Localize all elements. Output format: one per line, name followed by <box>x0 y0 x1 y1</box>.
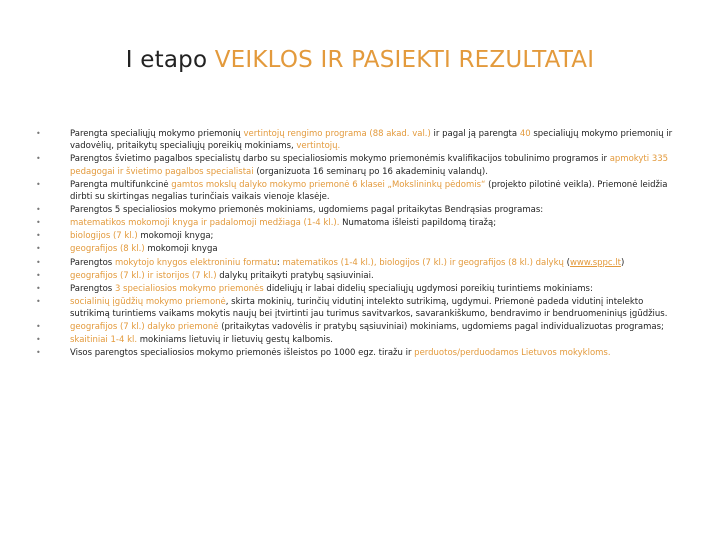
bullet-item <box>36 257 676 269</box>
highlight-text: matematikos mokomoji knyga ir padalomoji medžiaga (1-4 kl.). <box>70 218 340 229</box>
bullet-text: Parengtos švietimo pagalbos specialistų darbo su specialiosiomis mokymo priemonėmis kvalifikacijos tobulinimo programos ir <box>70 154 610 165</box>
highlight-text: apmokyti 335 pedagogai ir švietimo pagalbos specialistai <box>70 154 669 177</box>
highlight-text: geografijos (7 kl.) dalyko priemonė <box>70 322 219 333</box>
highlight-text: 3 specialiosios mokymo priemonės <box>114 283 264 294</box>
bullet-item <box>36 230 676 242</box>
bullet-item <box>36 334 676 346</box>
highlight-text: mokytojo knygos elektroniniu formatu <box>114 257 277 268</box>
bullet-text: mokiniams lietuvių ir lietuvių gestų kalbomis. <box>137 335 333 346</box>
bullet-text: , skirta mokinių, turinčių vidutinį intelekto sutrikimą, ugdymui. Priemonė padeda vidutinį intelekto sutrikimą turintiems vaikams mokytis naujų bei įtvirtinti jau turimus savitvarkos, savarankiškumo, bendravimo ir bendruomeniniųs įgūdžius. <box>70 296 668 320</box>
highlight-text: matematikos (1-4 kl.), biologijos (7 kl.) ir geografijos (8 kl.) dalykų <box>282 257 564 268</box>
highlight-text: perduotos/perduodamos Lietuvos mokykloms. <box>414 348 611 359</box>
highlight-text: vertintojų. <box>296 141 341 152</box>
bullet-item <box>36 153 676 178</box>
highlight-text: gamtos mokslų dalyko mokymo priemonė 6 klasei „Mokslininkų pėdomis“ <box>171 179 486 190</box>
bullet-item <box>36 321 676 333</box>
bullet-text: Parengta multifunkcinė <box>70 179 172 190</box>
highlight-text: vertintojų rengimo programa (88 akad. val.) <box>243 129 431 139</box>
bullet-item <box>36 283 676 295</box>
highlight-text: geografijos (7 kl.) ir istorijos (7 kl.) <box>70 270 217 281</box>
bullet-text: ( <box>563 257 570 268</box>
bullet-text: ir pagal ją parengta <box>430 129 520 139</box>
bullet-text: dalykų pritaikyti pratybų sąsiuviniai. <box>216 270 374 281</box>
bullet-item <box>36 128 676 153</box>
bullet-text: (pritaikytas vadovėlis ir pratybų sąsiuviniai) mokiniams, ugdomiems pagal individualizuotas programas; <box>218 322 664 333</box>
bullet-text: dideliųjų ir labai didelių specialiųjų ugdymosi poreikių turintiems mokiniams: <box>263 283 593 294</box>
bullet-text: mokomoji knyga <box>144 244 218 255</box>
bullet-text: Parengtos 5 specialiosios mokymo priemonės mokiniams, ugdomiems pagal pritaikytas Bendrąsias programas: <box>70 205 544 216</box>
bullet-text: Numatoma išleisti papildomą tiražą; <box>339 218 497 229</box>
bullet-text: (projekto pilotinė veikla). Priemonė leidžia dirbti su skirtingas negalias turinčiais vaikais vienoje klasėje. <box>70 179 668 203</box>
bullet-text: ) <box>621 257 625 268</box>
bullet-text: mokomoji knyga; <box>137 231 214 242</box>
highlight-text: biologijos (7 kl.) <box>70 231 138 242</box>
bullet-item <box>36 217 676 229</box>
bullet-item <box>36 347 676 359</box>
bullet-item <box>36 179 676 204</box>
bullet-text: Parengtos <box>70 257 115 268</box>
bullet-text: Parengtos <box>70 283 115 294</box>
bullet-item <box>36 204 676 216</box>
bullet-text: Visos parengtos specialiosios mokymo priemonės išleistos po 1000 egz. tiražu ir <box>70 348 415 359</box>
highlight-text: skaitiniai 1-4 kl. <box>70 335 138 346</box>
title-prefix: I etapo <box>125 47 215 73</box>
title-highlight: VEIKLOS IR PASIEKTI REZULTATAI <box>214 47 595 73</box>
bullet-text: specialiųjų mokymo priemonių ir vadovėlių, pritaikytų specialiųjų poreikių mokiniams, <box>70 129 673 152</box>
bullet-item <box>36 270 676 282</box>
slide-title <box>0 47 720 73</box>
bullet-item <box>36 296 676 321</box>
highlight-text: socialinių įgūdžių mokymo priemonė <box>70 296 226 307</box>
bullet-text: (organizuota 16 seminarų po 16 akademinių valandų). <box>253 166 488 177</box>
highlight-text: geografijos (8 kl.) <box>70 244 145 255</box>
bullet-list <box>36 128 676 361</box>
website-link[interactable]: www.sppc.lt <box>569 257 622 268</box>
bullet-text: : <box>276 257 283 268</box>
bullet-item <box>36 243 676 255</box>
bullet-text: Parengta specialiųjų mokymo priemonių <box>70 129 244 139</box>
highlight-text: 40 <box>519 129 531 139</box>
